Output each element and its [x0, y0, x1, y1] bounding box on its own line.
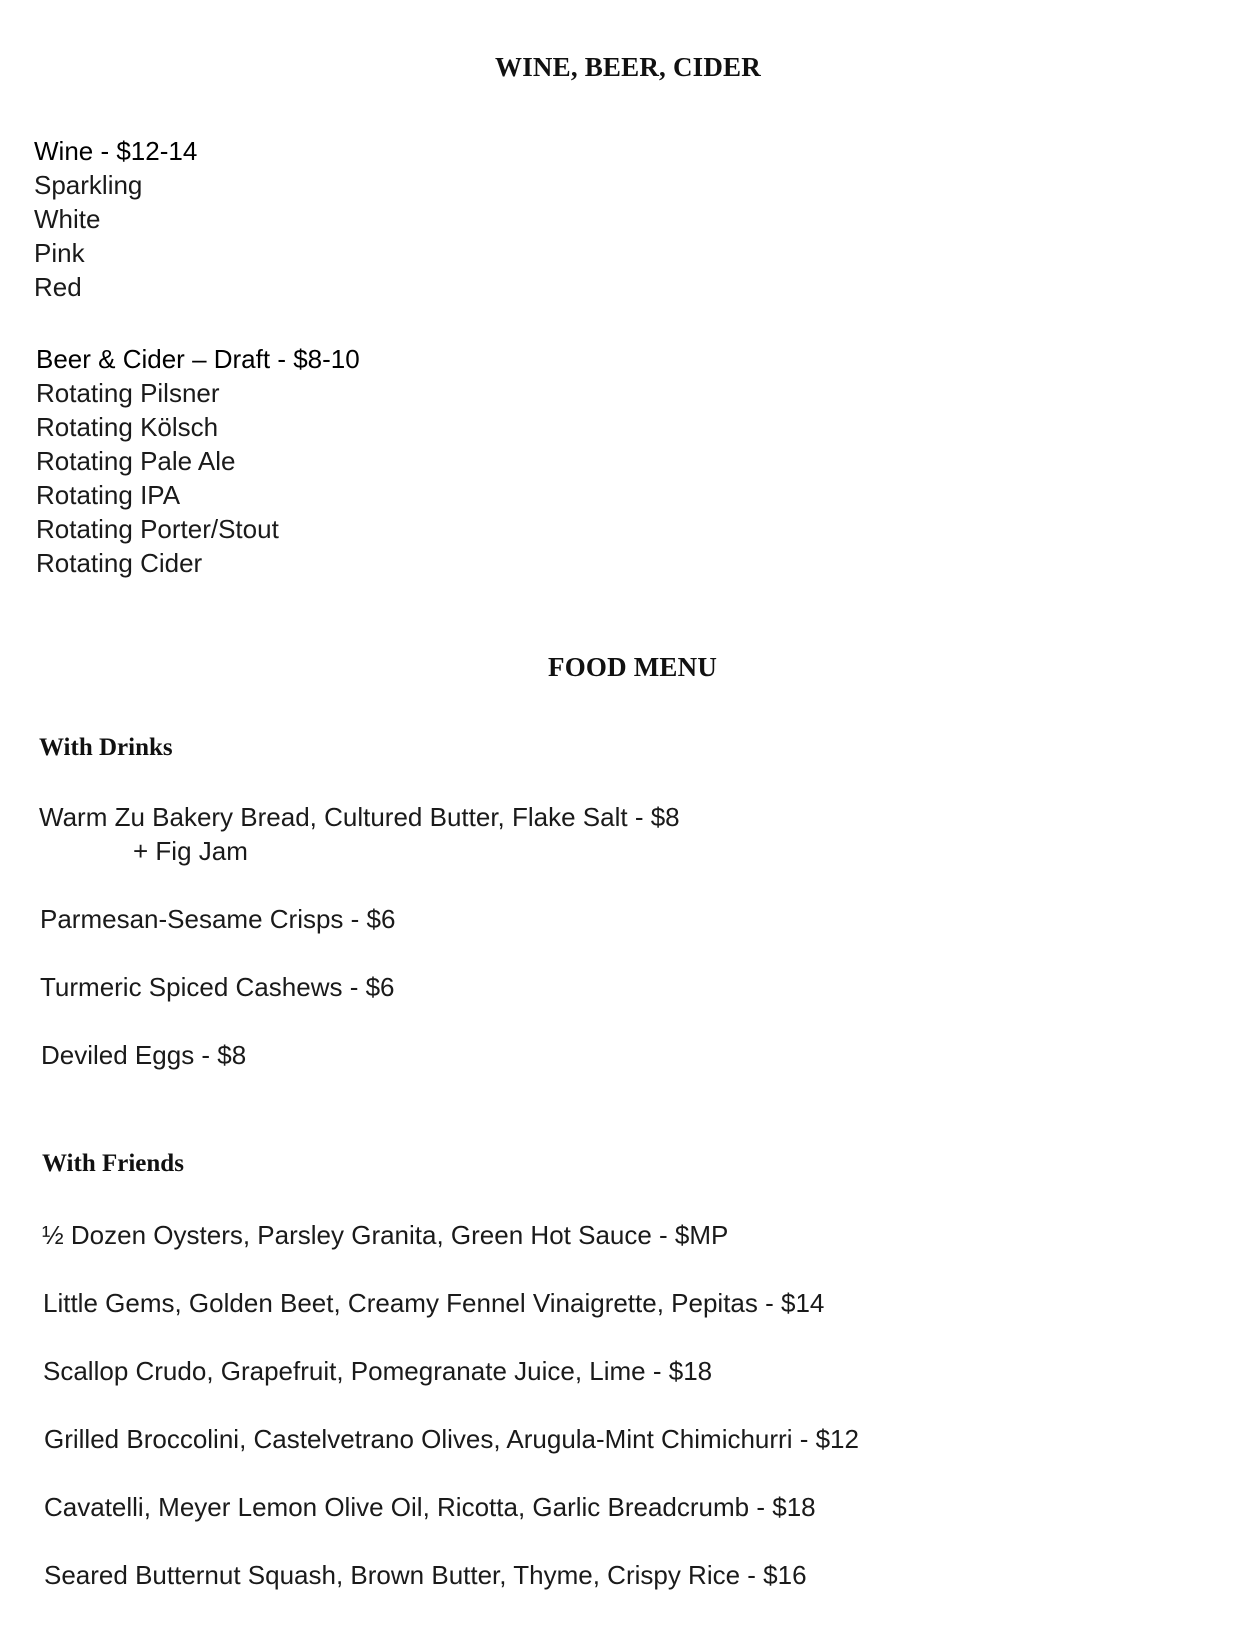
beer-item-porter-stout: Rotating Porter/Stout [36, 514, 279, 544]
food-item-butternut-squash: Seared Butternut Squash, Brown Butter, Thyme, Crispy Rice - $16 [44, 1560, 807, 1590]
food-item-little-gems: Little Gems, Golden Beet, Creamy Fennel Vinaigrette, Pepitas - $14 [43, 1288, 825, 1318]
food-item-scallop-crudo: Scallop Crudo, Grapefruit, Pomegranate Juice, Lime - $18 [43, 1356, 713, 1386]
with-drinks-header: With Drinks [39, 734, 173, 761]
food-item-deviled-eggs: Deviled Eggs - $8 [41, 1040, 247, 1070]
beer-item-kolsch: Rotating Kölsch [36, 412, 219, 442]
food-item-crisps: Parmesan-Sesame Crisps - $6 [40, 904, 396, 934]
wine-item-red: Red [34, 272, 82, 302]
beer-item-pilsner: Rotating Pilsner [36, 378, 220, 408]
food-item-broccolini: Grilled Broccolini, Castelvetrano Olives, Arugula-Mint Chimichurri - $12 [44, 1424, 859, 1454]
food-item-cashews: Turmeric Spiced Cashews - $6 [40, 972, 395, 1002]
beer-item-cider: Rotating Cider [36, 548, 203, 578]
with-friends-header: With Friends [42, 1150, 184, 1177]
beer-item-ipa: Rotating IPA [36, 480, 181, 510]
food-item-oysters: ½ Dozen Oysters, Parsley Granita, Green Hot Sauce - $MP [42, 1220, 729, 1250]
food-section-title: FOOD MENU [548, 652, 718, 682]
wine-item-pink: Pink [34, 238, 85, 268]
food-item-cavatelli: Cavatelli, Meyer Lemon Olive Oil, Ricotta, Garlic Breadcrumb - $18 [44, 1492, 816, 1522]
beer-cider-header: Beer & Cider – Draft - $8-10 [36, 344, 360, 374]
food-item-fig-jam-addon: + Fig Jam [133, 836, 248, 866]
wine-item-white: White [34, 204, 101, 234]
food-item-bread: Warm Zu Bakery Bread, Cultured Butter, Flake Salt - $8 [39, 802, 680, 832]
wine-item-sparkling: Sparkling [34, 170, 143, 200]
wine-header: Wine - $12-14 [34, 136, 198, 166]
drinks-section-title: WINE, BEER, CIDER [495, 52, 761, 82]
beer-item-pale-ale: Rotating Pale Ale [36, 446, 236, 476]
